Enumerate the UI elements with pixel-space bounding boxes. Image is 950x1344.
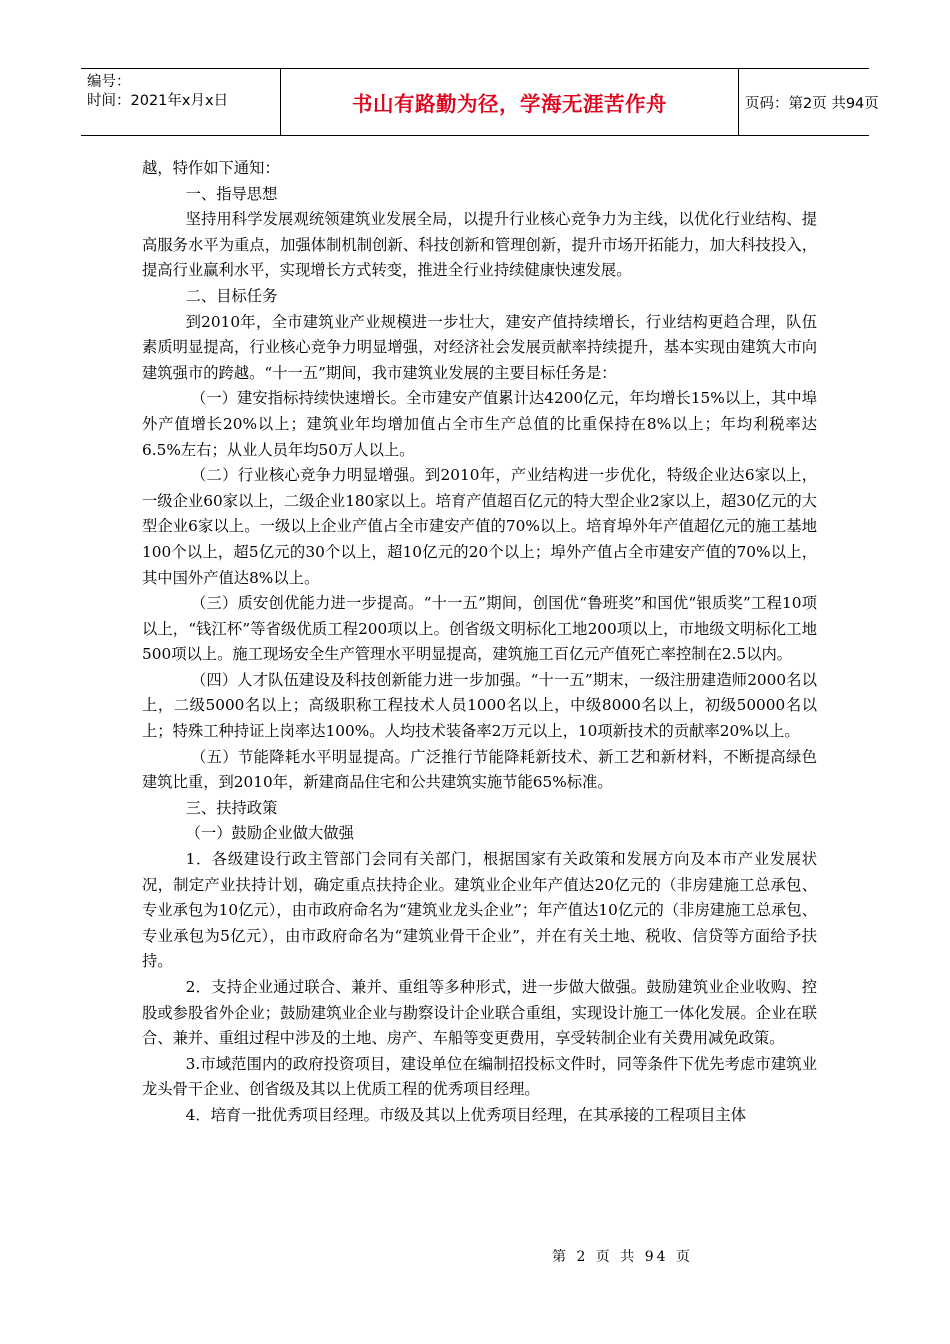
body-paragraph: （四）人才队伍建设及科技创新能力进一步加强。“十一五”期末，一级注册建造师2000名以上，二级5000名以上；高级职称工程技术人员1000名以上，中级8000名以上，初级50000名以上；特殊工种持证上岗率达100%。人均技术装备率2万元以上，10项新技术的贡献率20%以上。 xyxy=(142,670,817,741)
body-paragraph: 2．支持企业通过联合、兼并、重组等多种形式，进一步做大做强。鼓励建筑业企业收购、控股或参股省外企业；鼓励建筑业企业与勘察设计企业联合重组，实现设计施工一体化发展。企业在联合、兼并、重组过程中涉及的土地、房产、车船等变更费用，享受转制企业有关费用减免政策。 xyxy=(142,978,817,1048)
header-motto-cell xyxy=(281,69,739,135)
document-body xyxy=(142,156,817,1129)
body-paragraph: 到2010年，全市建筑业产业规模进一步壮大，建安产值持续增长，行业结构更趋合理，队伍素质明显提高，行业核心竞争力明显增强，对经济社会发展贡献率持续提升，基本实现由建筑大市向建筑强市的跨越。“十一五”期间，我市建筑业发展的主要目标任务是： xyxy=(142,312,817,382)
page-header xyxy=(81,68,879,136)
body-paragraph: （二）行业核心竞争力明显增强。到2010年，产业结构进一步优化，特级企业达6家以上，一级企业60家以上，二级企业180家以上。培育产值超百亿元的特大型企业2家以上，超30亿元的大型企业6家以上。一级以上企业产值占全市建安产值的70%以上。培育埠外年产值超亿元的施工基地100个以上，超5亿元的30个以上，超10亿元的20个以上；埠外产值占全市建安产值的70%以上，其中国外产值达8%以上。 xyxy=(142,466,817,587)
header-page-cell xyxy=(739,69,879,135)
section-heading: 三、扶持政策 xyxy=(185,798,278,817)
footer-page-number: 第 2 页 共 94 页 xyxy=(552,1249,693,1265)
header-meta-cell xyxy=(81,69,281,135)
document-time-label: 时间：2021年x月x日 xyxy=(87,93,229,109)
body-paragraph: 越，特作如下通知： xyxy=(142,159,280,177)
body-paragraph: （三）质安创优能力进一步提高。“十一五”期间，创国优“鲁班奖”和国优“银质奖”工程10项以上，“钱江杯”等省级优质工程200项以上。创省级文明标化工地200项以上，市地级文明标化工地500项以上。施工现场安全生产管理水平明显提高，建筑施工百亿元产值死亡率控制在2.5以内。 xyxy=(142,594,817,664)
body-paragraph: （一）建安指标持续快速增长。全市建安产值累计达4200亿元，年均增长15%以上，其中埠外产值增长20%以上；建筑业年均增加值占全市生产总值的比重保持在8%以上；年均利税率达6.5%左右；从业人员年均50万人以上。 xyxy=(142,389,817,459)
body-paragraph: （五）节能降耗水平明显提高。广泛推行节能降耗新技术、新工艺和新材料，不断提高绿色建筑比重，到2010年，新建商品住宅和公共建筑实施节能65%标准。 xyxy=(142,747,817,792)
body-paragraph: 坚持用科学发展观统领建筑业发展全局，以提升行业核心竞争力为主线，以优化行业结构、提高服务水平为重点，加强体制机制创新、科技创新和管理创新，提升市场开拓能力，加大科技投入，提高行业赢利水平，实现增长方式转变，推进全行业持续健康快速发展。 xyxy=(142,210,817,280)
body-paragraph: 3.市域范围内的政府投资项目，建设单位在编制招投标文件时，同等条件下优先考虑市建筑业龙头骨干企业、创省级及其以上优质工程的优秀项目经理。 xyxy=(142,1054,817,1099)
section-heading: 一、指导思想 xyxy=(185,184,278,203)
section-heading: 二、目标任务 xyxy=(185,286,278,305)
body-paragraph: 4．培育一批优秀项目经理。市级及其以上优秀项目经理，在其承接的工程项目主体 xyxy=(185,1105,747,1124)
page-footer xyxy=(0,1246,950,1266)
header-motto: 书山有路勤为径，学海无涯苦作舟 xyxy=(352,92,667,116)
document-number-label: 编号： xyxy=(87,74,131,90)
subsection-heading: （一）鼓励企业做大做强 xyxy=(185,824,354,843)
body-paragraph: 1．各级建设行政主管部门会同有关部门，根据国家有关政策和发展方向及本市产业发展状况，制定产业扶持计划，确定重点扶持企业。建筑业企业年产值达20亿元的（非房建施工总承包、专业承包为10亿元），由市政府命名为“建筑业龙头企业”；年产值达10亿元的（非房建施工总承包、专业承包为5亿元），由市政府命名为“建筑业骨干企业”，并在有关土地、税收、信贷等方面给予扶持。 xyxy=(142,850,817,971)
header-page-number: 页码：第2页 共94页 xyxy=(745,95,879,112)
